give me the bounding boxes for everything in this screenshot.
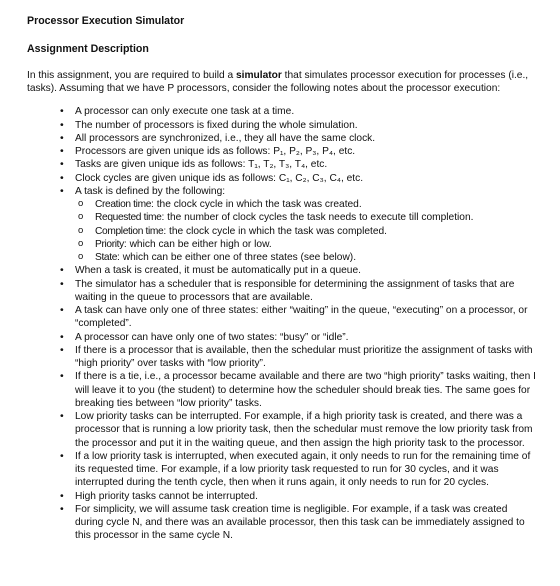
list-item: • The simulator has a scheduler that is responsible for determining the assignment of tasks that are waiting in the queue to processors that are available.: [75, 278, 548, 305]
list-item: • Low priority tasks can be interrupted. For example, if a high priority task is created, and there was a processor that is running a low priority task, then the schedular must remove the low priority task from the processor and put it in the waiting queue, and then assign the high priority task to the processor.: [75, 410, 548, 450]
term-requested-time: Requested time: [95, 212, 162, 224]
list-item: • When a task is created, it must be automatically put in a queue.: [75, 264, 548, 277]
sub-list-item: o Completion time: the clock cycle in which the task was completed.: [95, 225, 536, 238]
list-item: • If there is a tie, i.e., a processor became available and there are two “high priority” tasks waiting, then I will leave it to you (the student) to determine how the scheduler should break ties. The same goes for breaking ties between “low priority” tasks.: [75, 370, 548, 410]
intro-paragraph: In this assignment, you are required to build a simulator that simulates processor execution for processes (i.e., tasks). Assuming that we have P processors, consider the following notes about the processor execution:: [27, 70, 529, 95]
sub-list-item: o Requested time: the number of clock cycles the task needs to execute till completion.: [95, 211, 536, 224]
section-heading: Assignment Description: [27, 43, 149, 55]
term-priority: Priority: [95, 238, 124, 250]
intro-bold-word: simulator: [235, 70, 282, 81]
term-creation-time: Creation time: [95, 199, 152, 211]
list-item: • High priority tasks cannot be interrupted.: [75, 490, 548, 503]
list-item: • If a low priority task is interrupted, when executed again, it only needs to run for the remaining time of its requested time. For example, if a low priority task requested to run for 30 cycles, and it was interrupted during the tenth cycle, then when it runs again, it only needs to run for 20 cycles.: [75, 450, 548, 490]
sub-list-item: o Priority: which can be either high or low.: [95, 238, 536, 251]
document-title: Processor Execution Simulator: [27, 15, 185, 27]
term-state: State: [95, 252, 118, 264]
list-item: • Clock cycles are given unique ids as follows: C₁, C₂, C₃, C₄, etc.: [75, 172, 548, 185]
notes-list: [27, 105, 548, 542]
task-attributes-list: [75, 198, 536, 264]
list-item: • All processors are synchronized, i.e., they all have the same clock.: [75, 132, 548, 145]
list-item-task-definition: • A task is defined by the following: o Creation time: the clock cycle in which the task was created. o Requested time: the number of clock cycles the task needs to execute till completion. o Completion time: the clock cycle in which the task was completed. o Priority: which can be either high or low. o State: which can be either one of three states (see below).: [75, 185, 548, 265]
list-item: • If there is a processor that is available, then the schedular must prioritize the assignment of tasks with “high priority” over tasks with “low priority”.: [75, 344, 548, 371]
sub-list-item: o State: which can be either one of three states (see below).: [95, 251, 536, 264]
list-item: • A task can have only one of three states: either “waiting” in the queue, “executing” on a processor, or “completed”.: [75, 304, 548, 331]
sub-list-item: o Creation time: the clock cycle in which the task was created.: [95, 198, 536, 211]
list-item: • For simplicity, we will assume task creation time is negligible. For example, if a task was created during cycle N, and there was an available processor, then this task can be immediately assigned to this processor in the same cycle N.: [75, 503, 548, 543]
list-item: • A processor can have only one of two states: “busy” or “idle”.: [75, 331, 548, 344]
list-item: • The number of processors is fixed during the whole simulation.: [75, 119, 548, 132]
term-completion-time: Completion time: [95, 225, 164, 237]
list-item: • Tasks are given unique ids as follows: T₁, T₂, T₃, T₄, etc.: [75, 158, 548, 171]
list-item: • A processor can only execute one task at a time.: [75, 105, 548, 118]
list-item: • Processors are given unique ids as follows: P₁, P₂, P₃, P₄, etc.: [75, 145, 548, 158]
